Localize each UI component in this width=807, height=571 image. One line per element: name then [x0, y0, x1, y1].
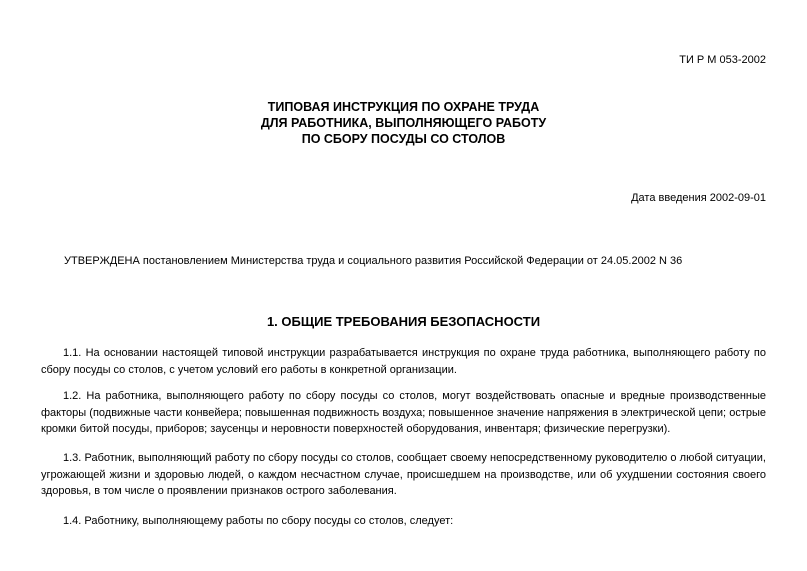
- section-title: 1. ОБЩИЕ ТРЕБОВАНИЯ БЕЗОПАСНОСТИ: [266, 314, 541, 329]
- document-title: [0, 99, 807, 147]
- paragraph-1-3: 1.3. Работник, выполняющий работу по сбору посуды со столов, сообщает своему непосредственному руководителю о любой ситуации, угрожающей жизни и здоровью людей, о каждом несчастном случае, происшедшем на производстве, или об ухудшении состояния своего здоровья, в том числе о проявлении признаков острого заболевания.: [41, 452, 766, 497]
- approval-note: УТВЕРЖДЕНА постановлением Министерства труда и социального развития Российской Федерации от 24.05.2002 N 36: [64, 255, 683, 267]
- title-line-2: ДЛЯ РАБОТНИКА, ВЫПОЛНЯЮЩЕГО РАБОТУ: [260, 116, 547, 130]
- title-line-1: ТИПОВАЯ ИНСТРУКЦИЯ ПО ОХРАНЕ ТРУДА: [267, 100, 540, 114]
- introduction-date: Дата введения 2002-09-01: [631, 192, 766, 204]
- title-line-3: ПО СБОРУ ПОСУДЫ СО СТОЛОВ: [301, 132, 506, 146]
- document-code: ТИ Р М 053-2002: [679, 54, 766, 66]
- paragraph-1-2: 1.2. На работника, выполняющего работу по сбору посуды со столов, могут воздействовать опасные и вредные производственные факторы (подвижные части конвейера; повышенная подвижность воздуха; повышенное значение напряжения в электрической цепи; острые кромки битой посуды, приборов; заусенцы и неровности поверхностей оборудования, инвентаря; физические перегрузки).: [41, 390, 766, 435]
- paragraph-1-4: 1.4. Работнику, выполняющему работы по сбору посуды со столов, следует:: [63, 515, 454, 527]
- paragraph-1-1: 1.1. На основании настоящей типовой инструкции разрабатывается инструкция по охране труда работника, выполняющего работу по сбору посуды со столов, с учетом условий его работы в конкретной организации.: [41, 347, 766, 376]
